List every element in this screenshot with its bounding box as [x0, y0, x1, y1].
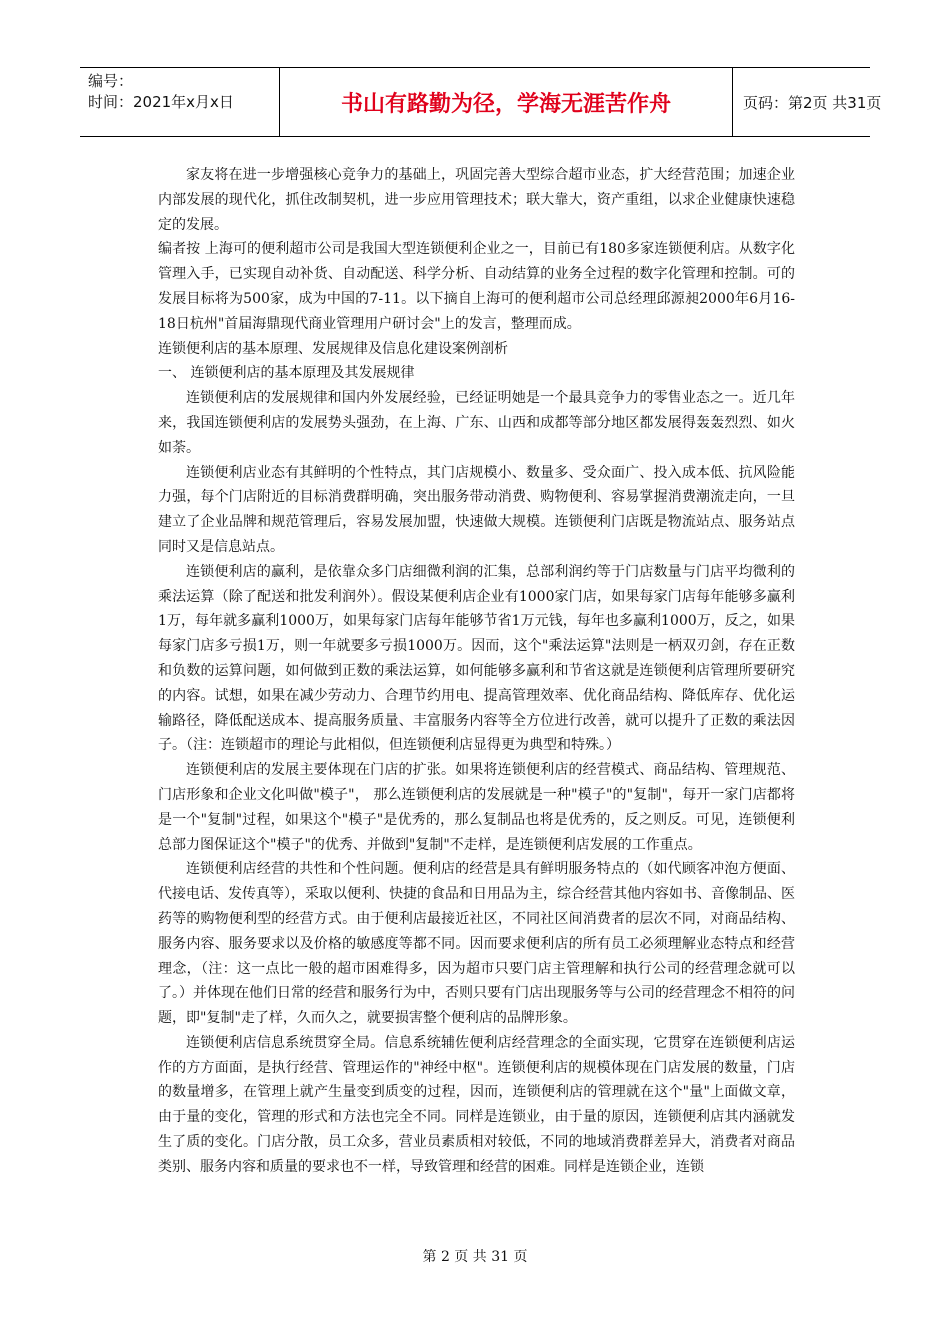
- body-paragraph: 连锁便利店经营的共性和个性问题。便利店的经营是具有鲜明服务特点的（如代顾客冲泡方便面、代接电话、发传真等），采取以便利、快捷的食品和日用品为主，综合经营其他内容如书、音像制品、医药等的购物便利型的经营方式。由于便利店最接近社区，不同社区间消费者的层次不同，对商品结构、服务内容、服务要求以及价格的敏感度等都不同。因而要求便利店的所有员工必须理解业态特点和经营理念，（注：这一点比一般的超市困难得多，因为超市只要门店主管理解和执行公司的经营理念就可以了。）并体现在他们日常的经营和服务行为中，否则只要有门店出现服务等与公司的经营理念不相符的问题，即"复制"走了样，久而久之，就要损害整个便利店的品牌形象。: [158, 861, 795, 1027]
- body-paragraph: 连锁便利店的发展主要体现在门店的扩张。如果将连锁便利店的经营模式、商品结构、管理规范、门店形象和企业文化叫做"模子"， 那么连锁便利店的发展就是一种"模子"的"复制"，每开一家门店都将是一个"复制"过程，如果这个"模子"是优秀的，那么复制品也将是优秀的，反之则反。可见，连锁便利总部力图保证这个"模子"的优秀、并做到"复制"不走样，是连锁便利店发展的工作重点。: [158, 762, 795, 853]
- header-left-cell: [80, 68, 280, 136]
- article-title: 连锁便利店的基本原理、发展规律及信息化建设案例剖析: [158, 340, 508, 357]
- body-paragraph: 家友将在进一步增强核心竞争力的基础上，巩固完善大型综合超市业态，扩大经营范围；加速企业内部发展的现代化，抓住改制契机，进一步应用管理技术；联大靠大，资产重组，以求企业健康快速稳定的发展。: [158, 167, 795, 233]
- document-number-label: 编号：: [88, 72, 134, 90]
- body-paragraph: 连锁便利店的发展规律和国内外发展经验，已经证明她是一个最具竞争力的零售业态之一。近几年来，我国连锁便利店的发展势头强劲，在上海、广东、山西和成都等部分地区都发展得轰轰烈烈、如火如荼。: [158, 390, 795, 456]
- section-heading: 一、 连锁便利店的基本原理及其发展规律: [158, 365, 415, 382]
- body-paragraph: 连锁便利店信息系统贯穿全局。信息系统辅佐便利店经营理念的全面实现，它贯穿在连锁便利店运作的方方面面，是执行经营、管理运作的"神经中枢"。连锁便利店的规模体现在门店发展的数量，门店的数量增多，在管理上就产生量变到质变的过程，因而，连锁便利店的管理就在这个"量"上面做文章，由于量的变化，管理的形式和方法也完全不同。同样是连锁业，由于量的原因，连锁便利店其内涵就发生了质的变化。门店分散，员工众多，营业员素质相对较低，不同的地域消费群差异大，消费者对商品类别、服务内容和质量的要求也不一样，导致管理和经营的困难。同样是连锁企业，连锁: [158, 1034, 795, 1175]
- page-header: [80, 67, 882, 137]
- document-date: 时间：2021年x月x日: [88, 93, 234, 111]
- page-footer: 第 2 页 共 31 页: [422, 1249, 528, 1265]
- body-paragraph: 连锁便利店业态有其鲜明的个性特点，其门店规模小、数量多、受众面广、投入成本低、抗风险能力强，每个门店附近的目标消费群明确，突出服务带动消费、购物便利、容易掌握消费潮流走向，一旦建立了企业品牌和规范管理后，容易发展加盟，快速做大规模。连锁便利门店既是物流站点、服务站点同时又是信息站点。: [158, 464, 795, 555]
- editor-note-paragraph: 编者按 上海可的便利超市公司是我国大型连锁便利企业之一，目前已有180多家连锁便利店。从数字化管理入手，已实现自动补货、自动配送、科学分析、自动结算的业务全过程的数字化管理和控制。可的发展目标将为500家，成为中国的7-11。以下摘自上海可的便利超市公司总经理邱源昶2000年6月16-18日杭州"首届海鼎现代商业管理用户研讨会"上的发言，整理而成。: [158, 241, 795, 332]
- header-page-info: 页码：第2页 共31页: [743, 93, 882, 112]
- header-motto: 书山有路勤为径，学海无涯苦作舟: [280, 68, 733, 136]
- document-body: [158, 163, 795, 1180]
- body-paragraph: 连锁便利店的赢利，是依靠众多门店细微利润的汇集，总部利润约等于门店数量与门店平均微利的乘法运算（除了配送和批发利润外）。假设某便利店企业有1000家门店，如果每家门店每年能够多赢利1万，每年就多赢利1000万，如果每家门店每年能够节省1万元钱，每年也多赢利1000万，反之，如果每家门店多亏损1万，则一年就要多亏损1000万。因而，这个"乘法运算"法则是一柄双刃剑，存在正数和负数的运算问题，如何做到正数的乘法运算，如何能够多赢利和节省这就是连锁便利店管理所要研究的内容。试想，如果在减少劳动力、合理节约用电、提高管理效率、优化商品结构、降低库存、优化运输路径，降低配送成本、提高服务质量、丰富服务内容等全方位进行改善，就可以提升了正数的乘法因子。（注：连锁超市的理论与此相似，但连锁便利店显得更为典型和特殊。）: [158, 563, 795, 754]
